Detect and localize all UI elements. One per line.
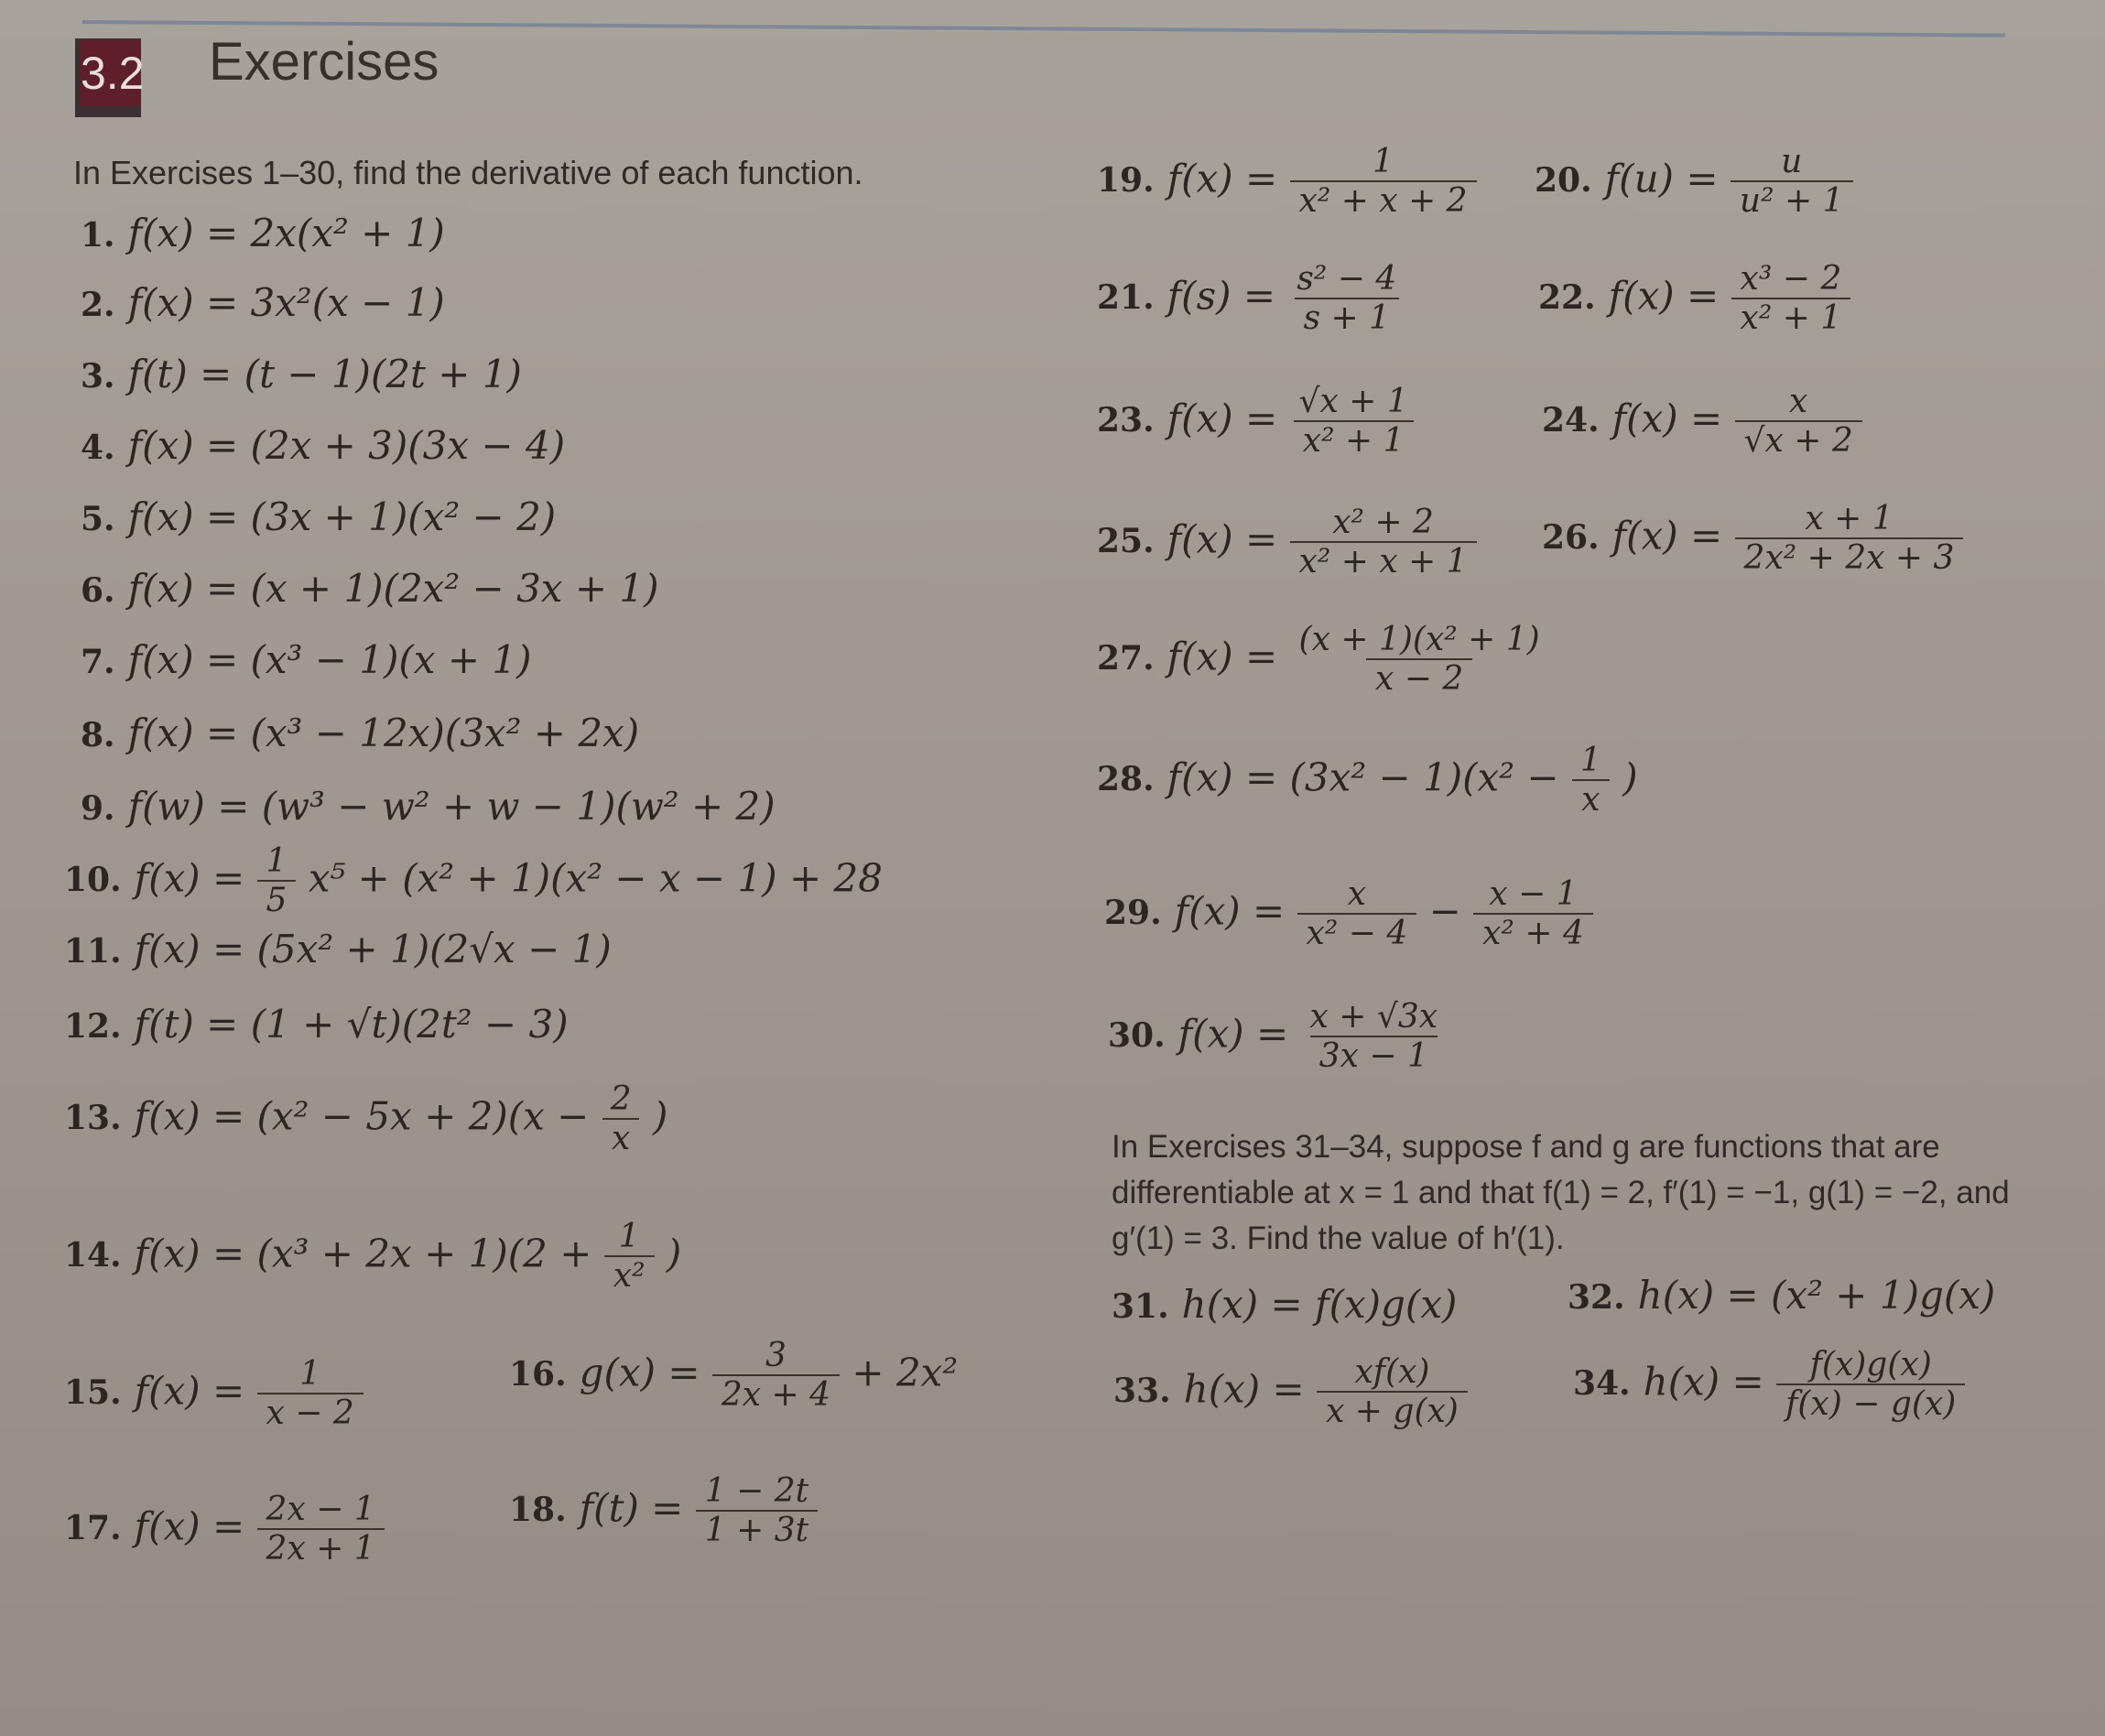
exercise-5: 5. f(x) = (3x + 1)(x² − 2) xyxy=(81,494,557,539)
exercise-12: 12. f(t) = (1 + √t)(2t² − 3) xyxy=(64,1002,569,1047)
exercise-14: 14. f(x) = (x³ + 2x + 1)(2 + $\frac{1}{\text{x²}}$ ) xyxy=(64,1218,682,1296)
exercise-1: 1. f(x) = 2x(x² + 1) xyxy=(81,211,445,255)
exercise-20: 20. f(u) = $\frac{u}{\text{u² + 1}}$ xyxy=(1535,143,1853,221)
exercise-18: 18. f(t) = $\frac{1 - 2t}{1 + 3t}$ xyxy=(509,1472,818,1550)
exercises-31-34-instructions: In Exercises 31–34, suppose f and g are functions that are differentiable at x = 1 and that f(1) = 2, f′(1) = −1, g(1) = −2, and g′(1) = 3. Find the value of h′(1). xyxy=(1112,1129,2010,1256)
exercise-33: 33. h(x) = $\frac{xf(x)}{x + g(x)}$ xyxy=(1113,1353,1468,1431)
exercise-26: 26. f(x) = $\frac{x + 1}{\text{2x² + 2x + 3}}$ xyxy=(1542,500,1963,578)
exercise-10: 10. f(x) = $\frac{1}{5}$ x⁵ + (x² + 1)(x² − x − 1) + 28 xyxy=(64,842,883,920)
exercise-7: 7. f(x) = (x³ − 1)(x + 1) xyxy=(81,637,532,682)
exercise-3: 3. f(t) = (t − 1)(2t + 1) xyxy=(81,352,522,396)
exercise-15: 15. f(x) = $\frac{1}{x - 2}$ xyxy=(64,1355,363,1433)
exercise-29: 29. f(x) = $\frac{x}{\text{x² − 4}}$ − $\frac{x - 1}{\text{x² + 4}}$ xyxy=(1104,875,1593,953)
exercise-2: 2. f(x) = 3x²(x − 1) xyxy=(81,280,445,325)
exercise-32: 32. h(x) = (x² + 1)g(x) xyxy=(1568,1273,1996,1318)
exercise-8: 8. f(x) = (x³ − 12x)(3x² + 2x) xyxy=(81,711,640,755)
exercise-23: 23. f(x) = $\frac{√x + 1}{\text{x² + 1}}$ xyxy=(1097,383,1417,461)
exercise-4: 4. f(x) = (2x + 3)(3x − 4) xyxy=(81,423,566,468)
exercise-25: 25. f(x) = $\frac{\text{x² + 2}}{\text{x² + x + 1}}$ xyxy=(1097,504,1477,581)
exercise-24: 24. f(x) = $\frac{x}{√x + 2}$ xyxy=(1542,383,1862,461)
exercise-19: 19. f(x) = $\frac{1}{\text{x² + x + 2}}$ xyxy=(1097,143,1477,221)
exercise-13: 13. f(x) = (x² − 5x + 2)(x − $\frac{2}{x}$ ) xyxy=(64,1080,668,1158)
exercise-9: 9. f(w) = (w³ − w² + w − 1)(w² + 2) xyxy=(81,784,776,829)
exercise-30: 30. f(x) = $\frac{x + √3x}{3x - 1}$ xyxy=(1108,998,1438,1076)
exercise-11: 11. f(x) = (5x² + 1)(2√x − 1) xyxy=(64,927,612,971)
exercise-22: 22. f(x) = $\frac{\text{x³ − 2}}{\text{x² + 1}}$ xyxy=(1538,260,1850,338)
section-title: Exercises xyxy=(209,32,439,92)
exercises-instructions: In Exercises 1–30, find the derivative of each function. xyxy=(73,154,863,191)
exercise-34: 34. h(x) = $\frac{f(x)g(x)}{f(x) - g(x)}$ xyxy=(1573,1346,1965,1424)
exercise-27: 27. f(x) = $\frac{\text{(x + 1)(x² + 1)}}{x - 2}$ xyxy=(1097,621,1540,699)
exercise-28: 28. f(x) = (3x² − 1)(x² − $\frac{1}{x}$ ) xyxy=(1097,742,1638,819)
section-number: 3.2 xyxy=(81,40,141,106)
exercise-17: 17. f(x) = $\frac{2x - 1}{2x + 1}$ xyxy=(64,1491,385,1568)
exercise-31: 31. h(x) = f(x)g(x) xyxy=(1112,1282,1458,1327)
exercise-6: 6. f(x) = (x + 1)(2x² − 3x + 1) xyxy=(81,566,659,611)
exercise-16: 16. g(x) = $\frac{3}{2x + 4}$ + 2x² xyxy=(509,1337,959,1415)
exercise-21: 21. f(s) = $\frac{\text{s² − 4}}{s + 1}$ xyxy=(1097,260,1405,338)
